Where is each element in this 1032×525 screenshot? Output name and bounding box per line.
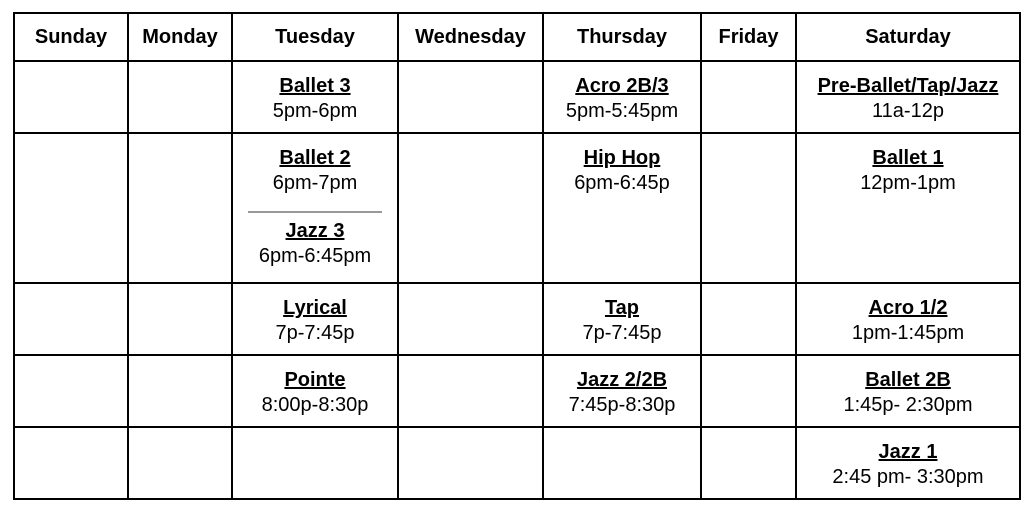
class-entry xyxy=(544,62,700,124)
class-name: Ballet 3 xyxy=(279,75,351,97)
header-sunday: Sunday xyxy=(14,13,128,61)
table-row xyxy=(14,133,1020,283)
class-time: 5pm-5:45pm xyxy=(565,100,679,122)
table-row xyxy=(14,427,1020,499)
cell-class xyxy=(796,427,1020,499)
class-time: 5pm-6pm xyxy=(272,100,358,122)
cell-class xyxy=(543,133,701,283)
class-entry xyxy=(233,284,397,346)
class-time: 6pm-6:45pm xyxy=(258,245,372,267)
class-entry xyxy=(797,284,1019,346)
class-time: 8:00p-8:30p xyxy=(261,394,369,416)
cell-empty xyxy=(232,427,398,499)
table-row xyxy=(14,61,1020,133)
class-entry xyxy=(544,134,700,196)
cell-empty xyxy=(701,61,796,133)
class-name: Ballet 2B xyxy=(865,369,951,391)
class-time: 11a-12p xyxy=(872,100,944,122)
cell-empty xyxy=(398,355,543,427)
class-name: Jazz 3 xyxy=(285,220,345,242)
class-name: Ballet 2 xyxy=(279,147,351,169)
header-thursday: Thursday xyxy=(543,13,701,61)
cell-empty xyxy=(128,427,232,499)
class-time: 6pm-6:45p xyxy=(574,172,670,194)
header-wednesday: Wednesday xyxy=(398,13,543,61)
class-name: Acro 1/2 xyxy=(868,297,948,319)
cell-empty xyxy=(398,133,543,283)
class-name: Ballet 1 xyxy=(872,147,944,169)
cell-empty xyxy=(398,427,543,499)
class-name: Jazz 1 xyxy=(878,441,938,463)
class-name: Tap xyxy=(604,297,640,319)
cell-empty xyxy=(701,283,796,355)
cell-empty xyxy=(398,61,543,133)
class-entry xyxy=(544,284,700,346)
class-time: 1pm-1:45pm xyxy=(851,322,965,344)
cell-class xyxy=(796,283,1020,355)
class-time: 7p-7:45p xyxy=(275,322,355,344)
cell-empty xyxy=(128,283,232,355)
class-time: 7p-7:45p xyxy=(582,322,662,344)
cell-class xyxy=(796,133,1020,283)
cell-empty xyxy=(701,133,796,283)
class-entry xyxy=(797,428,1019,490)
cell-empty xyxy=(14,355,128,427)
class-schedule-table xyxy=(13,12,1021,500)
header-monday: Monday xyxy=(128,13,232,61)
class-name: Pointe xyxy=(284,369,346,391)
cell-class xyxy=(796,355,1020,427)
cell-class xyxy=(232,133,398,283)
class-name: Jazz 2/2B xyxy=(576,369,668,391)
class-entry xyxy=(797,134,1019,196)
class-entry xyxy=(544,356,700,418)
table-row xyxy=(14,355,1020,427)
class-time: 1:45p- 2:30pm xyxy=(843,394,973,416)
class-name: Acro 2B/3 xyxy=(575,75,669,97)
class-entry xyxy=(233,213,397,269)
header-saturday: Saturday xyxy=(796,13,1020,61)
class-time: 6pm-7pm xyxy=(272,172,358,194)
class-name: Lyrical xyxy=(283,297,347,319)
cell-empty xyxy=(543,427,701,499)
class-name: Pre-Ballet/Tap/Jazz xyxy=(817,75,999,97)
class-entry xyxy=(233,356,397,418)
cell-class xyxy=(543,61,701,133)
cell-empty xyxy=(398,283,543,355)
table-row xyxy=(14,283,1020,355)
cell-empty xyxy=(128,133,232,283)
class-time: 7:45p-8:30p xyxy=(568,394,676,416)
cell-empty xyxy=(14,133,128,283)
class-time: 2:45 pm- 3:30pm xyxy=(832,466,984,488)
cell-empty xyxy=(128,355,232,427)
header-friday: Friday xyxy=(701,13,796,61)
cell-empty xyxy=(701,427,796,499)
cell-empty xyxy=(14,61,128,133)
class-entry xyxy=(233,62,397,124)
cell-empty xyxy=(701,355,796,427)
cell-class xyxy=(543,283,701,355)
cell-empty xyxy=(14,427,128,499)
cell-class xyxy=(232,283,398,355)
cell-class xyxy=(232,61,398,133)
class-entry xyxy=(797,356,1019,418)
class-name: Hip Hop xyxy=(583,147,661,169)
header-row xyxy=(14,13,1020,61)
cell-empty xyxy=(14,283,128,355)
class-entry xyxy=(797,62,1019,124)
cell-class xyxy=(232,355,398,427)
header-tuesday: Tuesday xyxy=(232,13,398,61)
class-time: 12pm-1pm xyxy=(860,172,956,194)
cell-class xyxy=(543,355,701,427)
class-entry xyxy=(233,134,397,196)
cell-class xyxy=(796,61,1020,133)
cell-empty xyxy=(128,61,232,133)
